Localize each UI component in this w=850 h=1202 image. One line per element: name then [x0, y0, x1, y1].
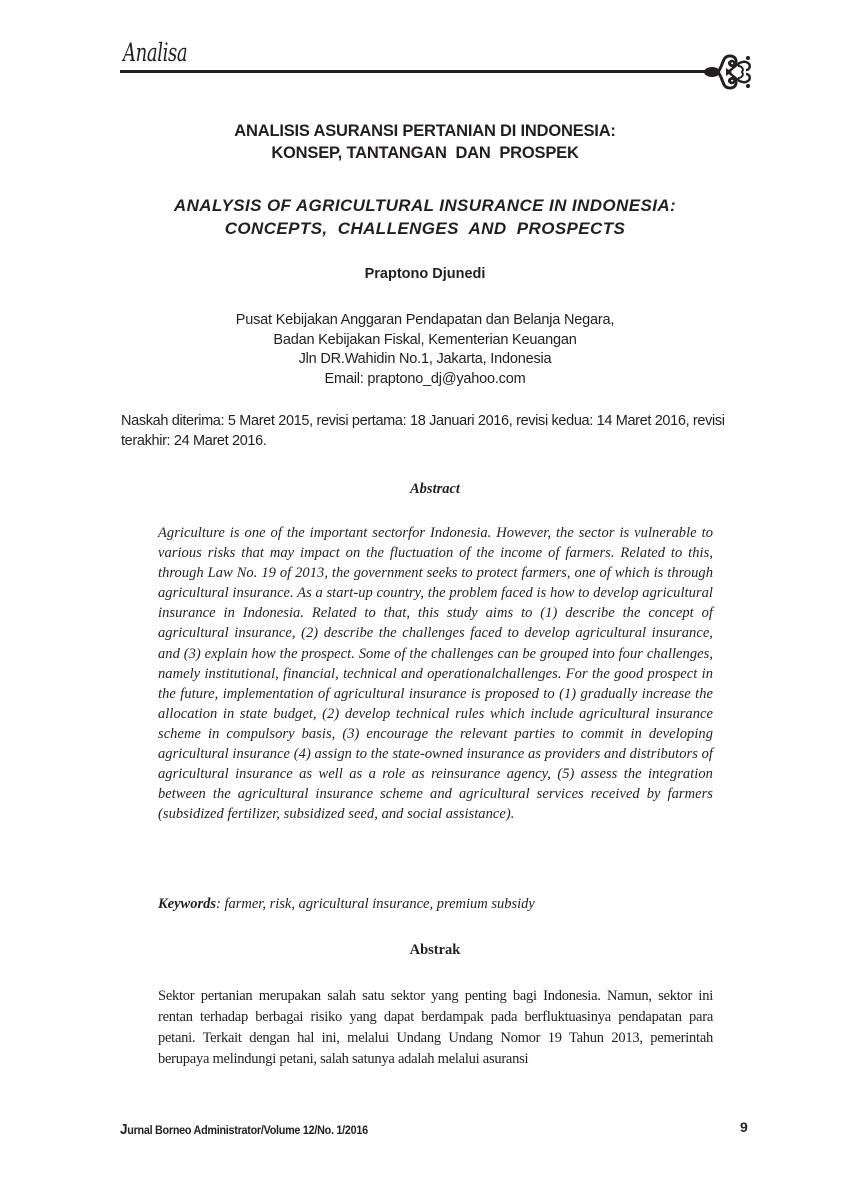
abstrak-body: Sektor pertanian merupakan salah satu sektor yang penting bagi Indonesia. Namun, sektor ini rentan terhadap berbagai risiko yang dapat berdampak pada berfluktuasinya pendapatan para petani. Terkait dengan hal ini, melalui Undang Undang Nomor 19 Tahun 2013, pemerintah berupaya melindungi petani, salah satunya adalah melalui asuransi	[158, 988, 713, 1067]
keywords-line	[158, 896, 713, 913]
title-english-line-1: ANALYSIS OF AGRICULTURAL INSURANCE IN INDONESIA:	[173, 196, 677, 215]
running-head-section-label: Analisa	[123, 38, 188, 67]
manuscript-dates: Naskah diterima: 5 Maret 2015, revisi pertama: 18 Januari 2016, revisi kedua: 14 Maret 2016, revisi terakhir: 24 Maret 2016.	[121, 413, 725, 449]
footer-journal-initial: J	[120, 1121, 128, 1138]
keywords-text: : farmer, risk, agricultural insurance, premium subsidy	[216, 896, 535, 912]
title-indonesian-line-1: ANALISIS ASURANSI PERTANIAN DI INDONESIA:	[234, 122, 616, 140]
affiliation-line: Jln DR.Wahidin No.1, Jakarta, Indonesia	[298, 351, 552, 367]
title-english-line-2: CONCEPTS, CHALLENGES AND PROSPECTS	[224, 219, 626, 238]
keywords-label: Keywords	[158, 896, 216, 912]
footer-journal-text: urnal Borneo Administrator/Volume 12/No. 1/2016	[127, 1123, 368, 1137]
title-indonesian	[100, 120, 750, 164]
abstract-body: Agriculture is one of the important sectorfor Indonesia. However, the sector is vulnerable to various risks that may impact on the fluctuation of the income of farmers. Related to this, through Law No. 19 of 2013, the government seeks to protect farmers, one of which is through agricultural insurance. As a start-up country, the problem faced is how to develop agricultural insurance in Indonesia. Related to that, this study aims to (1) describe the concept of agricultural insurance, (2) describe the challenges faced to develop agricultural insurance, and (3) explain how the prospect. Some of the challenges can be grouped into four challenges, namely institutional, financial, technical and operationalchallenges. For the good prospect in the future, implementation of agricultural insurance is proposed to (1) gradually increase the allocation in state budget, (2) develop technical rules which include agricultural insurance scheme in compulsory basis, (3) encourage the relevant parties to commit in developing agricultural insurance (4) assign to the state-owned insurance as providers and distributors of agricultural insurance as well as a role as reinsurance agency, (5) assess the integration between the agricultural insurance scheme and agricultural services received by farmers (subsidized fertilizer, subsidized seed, and social assistance).	[158, 525, 713, 823]
fleur-de-lis-ornament-icon	[702, 52, 754, 92]
affiliation-line: Badan Kebijakan Fiskal, Kementerian Keuangan	[273, 331, 577, 348]
header-rule	[120, 70, 710, 73]
author-email: Email: praptono_dj@yahoo.com	[324, 370, 526, 387]
author-name: Praptono Djunedi	[364, 266, 486, 282]
footer-journal-citation	[120, 1121, 368, 1138]
title-indonesian-line-2: KONSEP, TANTANGAN DAN PROSPEK	[271, 144, 579, 162]
page-number: 9	[740, 1119, 748, 1135]
author-affiliation	[100, 311, 750, 389]
title-english	[100, 194, 750, 240]
abstract-heading: Abstract	[410, 481, 460, 497]
affiliation-line: Pusat Kebijakan Anggaran Pendapatan dan Belanja Negara,	[235, 312, 615, 328]
abstrak-heading: Abstrak	[409, 942, 461, 958]
